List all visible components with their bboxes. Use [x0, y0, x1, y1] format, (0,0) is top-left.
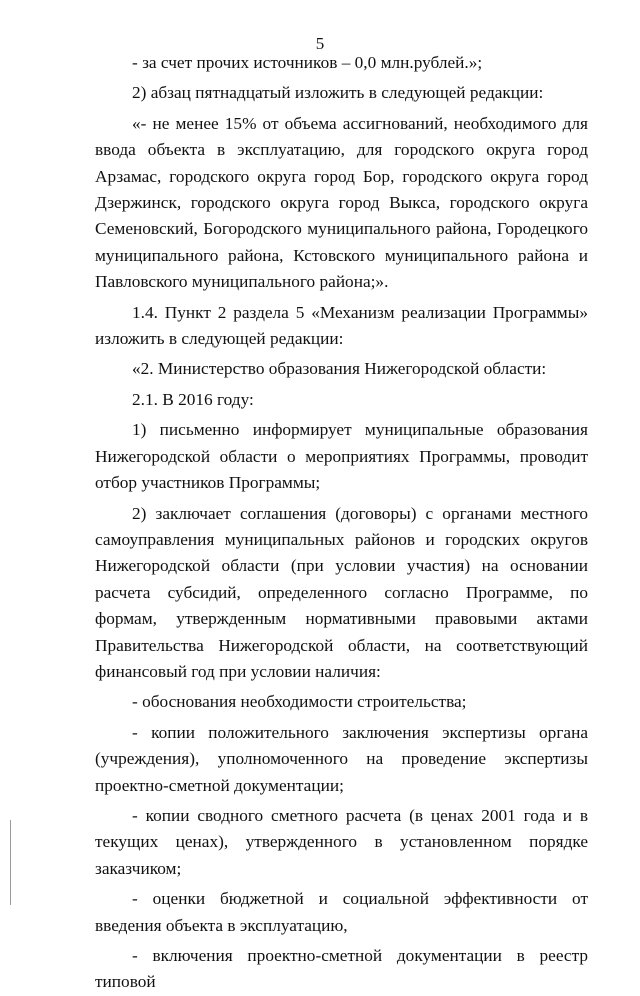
paragraph-registry: - включения проектно-сметной документации в реестр типовой — [95, 946, 588, 992]
paragraph-2-1: 2.1. В 2016 году: — [132, 389, 254, 409]
paragraph-estimate-copy: - копии сводного сметного расчета (в ценах 2001 года и в текущих ценах), утвержденного в установленном порядке заказчиком; — [95, 805, 588, 878]
paragraph-item-1: 1) письменно информирует муниципальные образования Нижегородской области о мероприятиях Программы, проводит отбор участников Программы; — [95, 420, 588, 493]
paragraph-fifteenth-indent: 2) абзац пятнадцатый изложить в следующей редакции: — [132, 83, 544, 103]
paragraph-efficiency: - оценки бюджетной и социальной эффективности от введения объекта в эксплуатацию, — [95, 889, 588, 935]
paragraph-1-4: 1.4. Пункт 2 раздела 5 «Механизм реализации Программы» изложить в следующей редакции: — [95, 302, 588, 349]
paragraph-item-2: 2) заключает соглашения (договоры) с органами местного самоуправления муниципальных районов и городских округов Нижегородской области (при условии участия) на основании расчета субсидий, определенного согласно Программе, по формам, утвержденным нормативными правовыми актами Правительства Нижегородской области, на соответствующий финансовый год при условии наличия: — [95, 503, 588, 681]
paragraph-15-percent: «- не менее 15% от объема ассигнований, необходимого для ввода объекта в эксплуатацию, для городского округа город Арзамас, городского округа город Бор, городского округа город Дзержинск, городского округа город Выкса, городского округа Семеновский, Богородского муниципального района, Городецкого муниципального района, Кстовского муниципального района и Павловского муниципального района;». — [95, 113, 588, 292]
scan-edge-mark — [10, 820, 11, 905]
paragraph-other-sources: - за счет прочих источников – 0,0 млн.рублей.»; — [132, 53, 483, 72]
paragraph-expertise-copy: - копии положительного заключения экспертизы органа (учреждения), уполномоченного на проведение экспертизы проектно-сметной документации; — [95, 722, 588, 795]
document-body — [95, 50, 588, 996]
paragraph-ministry: «2. Министерство образования Нижегородской области: — [132, 359, 547, 379]
page-number: 5 — [315, 34, 325, 53]
paragraph-justification: - обоснования необходимости строительства; — [132, 692, 467, 712]
